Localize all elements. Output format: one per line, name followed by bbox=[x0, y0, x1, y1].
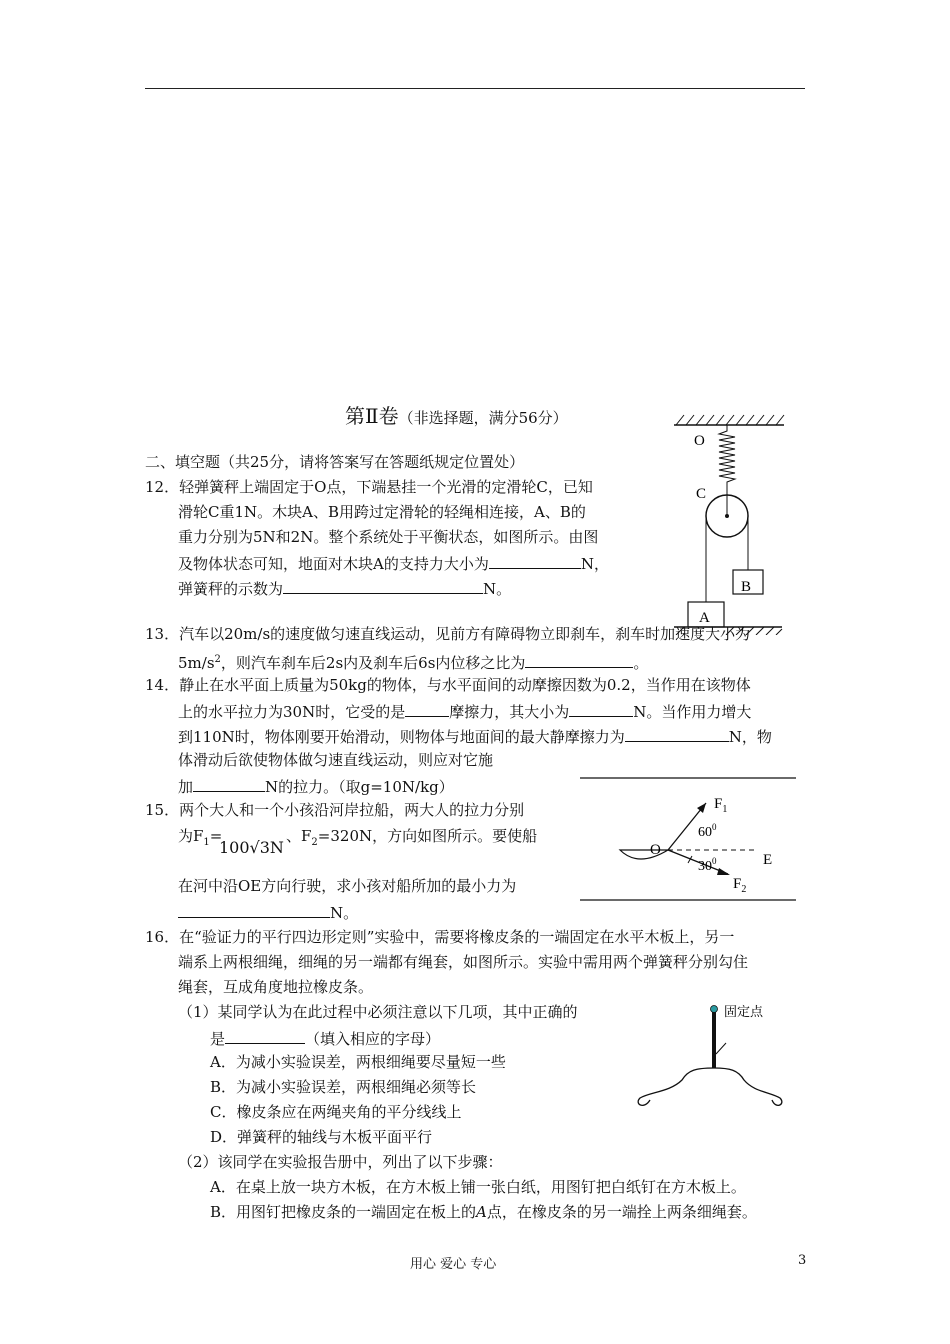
q15-f2-sub: 2 bbox=[311, 837, 318, 848]
q14-line2-mid: 摩擦力，其大小为 bbox=[449, 703, 570, 721]
q14-line3-text: 到110N时，物体刚要开始滑动，则物体与地面间的最大静摩擦力为 bbox=[178, 728, 625, 746]
q15-f1-sub: 1 bbox=[203, 837, 210, 848]
q12-line5 bbox=[178, 577, 511, 599]
q14-line1: 14．静止在水平面上质量为50kg的物体，与水平面间的动摩擦因数为0.2，当作用在该物体 bbox=[145, 676, 751, 694]
q12-line4-unit: N， bbox=[580, 555, 609, 573]
q16-step-A: A．在桌上放一块方木板，在方木板上铺一张白纸，用图钉把白纸钉在方木板上。 bbox=[210, 1178, 746, 1196]
q12-line2: 滑轮C重1N。木块A、B用跨过定滑轮的轻绳相连接，A、B的 bbox=[178, 503, 586, 521]
q15-math: 100√3N bbox=[219, 838, 284, 857]
q16-option-A: A．为减小实验误差，两根细绳要尽量短一些 bbox=[210, 1053, 506, 1071]
q14-answer-blank-4[interactable] bbox=[193, 775, 265, 792]
q15-line2 bbox=[178, 826, 222, 853]
q15-eq: = bbox=[209, 827, 223, 845]
q16-part1-line2 bbox=[210, 1027, 440, 1049]
q16-step-B-point: A bbox=[476, 1203, 487, 1221]
label-B: B bbox=[741, 579, 752, 595]
q15-line4 bbox=[178, 901, 358, 923]
q16-line2: 端系上两根细绳，细绳的另一端都有绳套，如图所示。实验中需用两个弹簧秤分别勾住 bbox=[178, 953, 749, 971]
label-O: O bbox=[694, 433, 705, 449]
ceiling-hatch bbox=[676, 415, 784, 425]
label-F1: $F_1$ bbox=[714, 796, 728, 815]
fixed-point-label: 固定点 bbox=[724, 1004, 764, 1019]
q16-part2: （2）该同学在实验报告册中，列出了以下步骤： bbox=[178, 1153, 503, 1171]
boat-force-figure bbox=[578, 770, 798, 905]
q13-line1: 13．汽车以20m/s的速度做匀速直线运动，见前方有障碍物立即刹车，刹车时加速度大小为 bbox=[145, 625, 751, 643]
footer-slogan: 用心 爱心 专心 bbox=[410, 1257, 497, 1272]
q16-part1-shi: 是 bbox=[210, 1030, 226, 1048]
q16-line3: 绳套，互成角度地拉橡皮条。 bbox=[178, 978, 374, 996]
q16-option-C: C．橡皮条应在两绳夹角的平分线线上 bbox=[210, 1103, 462, 1121]
q14-line3-end: N，物 bbox=[728, 728, 772, 746]
q14-line5-end: N的拉力。（取g=10N/kg） bbox=[265, 778, 454, 796]
q13-unit: 5m/s bbox=[178, 654, 215, 672]
q12-answer-blank-2[interactable] bbox=[283, 577, 483, 594]
q12-line5-text: 弹簧秤的示数为 bbox=[178, 580, 284, 598]
section-title-main: 第Ⅱ卷 bbox=[345, 404, 399, 428]
label-E: E bbox=[763, 852, 773, 868]
section-title bbox=[345, 400, 568, 429]
q13-line2 bbox=[178, 650, 648, 673]
page-number: 3 bbox=[798, 1253, 807, 1268]
pulley-figure bbox=[670, 405, 800, 635]
label-A: A bbox=[699, 610, 710, 626]
q14-line2-end: N。当作用力增大 bbox=[633, 703, 752, 721]
label-F2: $F_2$ bbox=[733, 876, 747, 895]
q15-answer-blank[interactable] bbox=[178, 901, 330, 918]
header-rule bbox=[145, 88, 805, 89]
q12-line4 bbox=[178, 552, 609, 574]
part-heading: 二、填空题（共25分，请将答案写在答题纸规定位置处） bbox=[145, 453, 525, 471]
q14-answer-blank-2[interactable] bbox=[569, 700, 633, 717]
q15-line2b bbox=[286, 826, 537, 853]
q16-answer-blank[interactable] bbox=[225, 1027, 305, 1044]
q12-line1: 12．轻弹簧秤上端固定于O点，下端悬挂一个光滑的定滑轮C，已知 bbox=[145, 478, 593, 496]
q16-option-D: D．弹簧秤的轴线与木板平面平行 bbox=[210, 1128, 433, 1146]
q14-line3 bbox=[178, 725, 772, 747]
q13-line2-end: 。 bbox=[633, 654, 649, 672]
q16-step-B-text: B．用图钉把橡皮条的一端固定在板上的 bbox=[210, 1203, 477, 1221]
pin-icon bbox=[711, 1006, 718, 1013]
q12-line4-text: 及物体状态可知，地面对木块A的支持力大小为 bbox=[178, 555, 489, 573]
q16-part1-line1: （1）某同学认为在此过程中必须注意以下几项，其中正确的 bbox=[178, 1003, 578, 1021]
angle-30: $30^0$ bbox=[698, 856, 717, 874]
q15-line1: 15．两个大人和一个小孩沿河岸拉船，两大人的拉力分别 bbox=[145, 801, 525, 819]
q15-line2-end: =320N，方向如图所示。要使船 bbox=[317, 827, 538, 845]
section-title-sub: （非选择题，满分56分） bbox=[398, 409, 568, 427]
q16-part1-hint: （填入相应的字母） bbox=[305, 1030, 441, 1048]
q14-answer-blank-3[interactable] bbox=[625, 725, 729, 742]
q15-f1: 为F bbox=[178, 827, 204, 845]
q14-line2 bbox=[178, 700, 751, 722]
q13-answer-blank[interactable] bbox=[525, 651, 633, 668]
q13-line2-text: ，则汽车刹车后2s内及刹车后6s内位移之比为 bbox=[220, 654, 526, 672]
force-F2-head bbox=[717, 868, 730, 875]
q13-unit-exp: 2 bbox=[214, 654, 221, 665]
label-O: O bbox=[650, 842, 661, 858]
q14-line5-text: 加 bbox=[178, 778, 194, 796]
q14-line4: 体滑动后欲使物体做匀速直线运动，则应对它施 bbox=[178, 751, 494, 769]
q16-step-B bbox=[210, 1202, 757, 1222]
right-string-loop bbox=[714, 1068, 782, 1105]
q12-line5-unit: N。 bbox=[483, 580, 512, 598]
q14-line5 bbox=[178, 775, 454, 797]
q12-answer-blank-1[interactable] bbox=[489, 552, 581, 569]
angle-60: $60^0$ bbox=[698, 822, 717, 840]
q14-answer-blank-1[interactable] bbox=[405, 700, 449, 717]
q15-line4-unit: N。 bbox=[330, 904, 359, 922]
q14-line2-text: 上的水平拉力为30N时，它受的是 bbox=[178, 703, 406, 721]
q12-line3: 重力分别为5N和2N。整个系统处于平衡状态，如图所示。由图 bbox=[178, 528, 599, 546]
label-C: C bbox=[696, 486, 707, 502]
q15-f2: 、F bbox=[286, 827, 312, 845]
left-string-loop bbox=[638, 1068, 714, 1105]
q16-step-B-end: 点，在橡皮条的另一端拴上两条细绳套。 bbox=[486, 1203, 757, 1221]
q16-option-B: B．为减小实验误差，两根细绳必须等长 bbox=[210, 1078, 477, 1096]
rubber-band-figure bbox=[630, 1000, 805, 1115]
q16-line1: 16．在“验证力的平行四边形定则”实验中，需要将橡皮条的一端固定在水平木板上，另一 bbox=[145, 928, 735, 946]
spring bbox=[719, 425, 735, 493]
knot-mark bbox=[716, 1043, 726, 1054]
q15-line3: 在河中沿OE方向行驶，求小孩对船所加的最小力为 bbox=[178, 877, 517, 895]
